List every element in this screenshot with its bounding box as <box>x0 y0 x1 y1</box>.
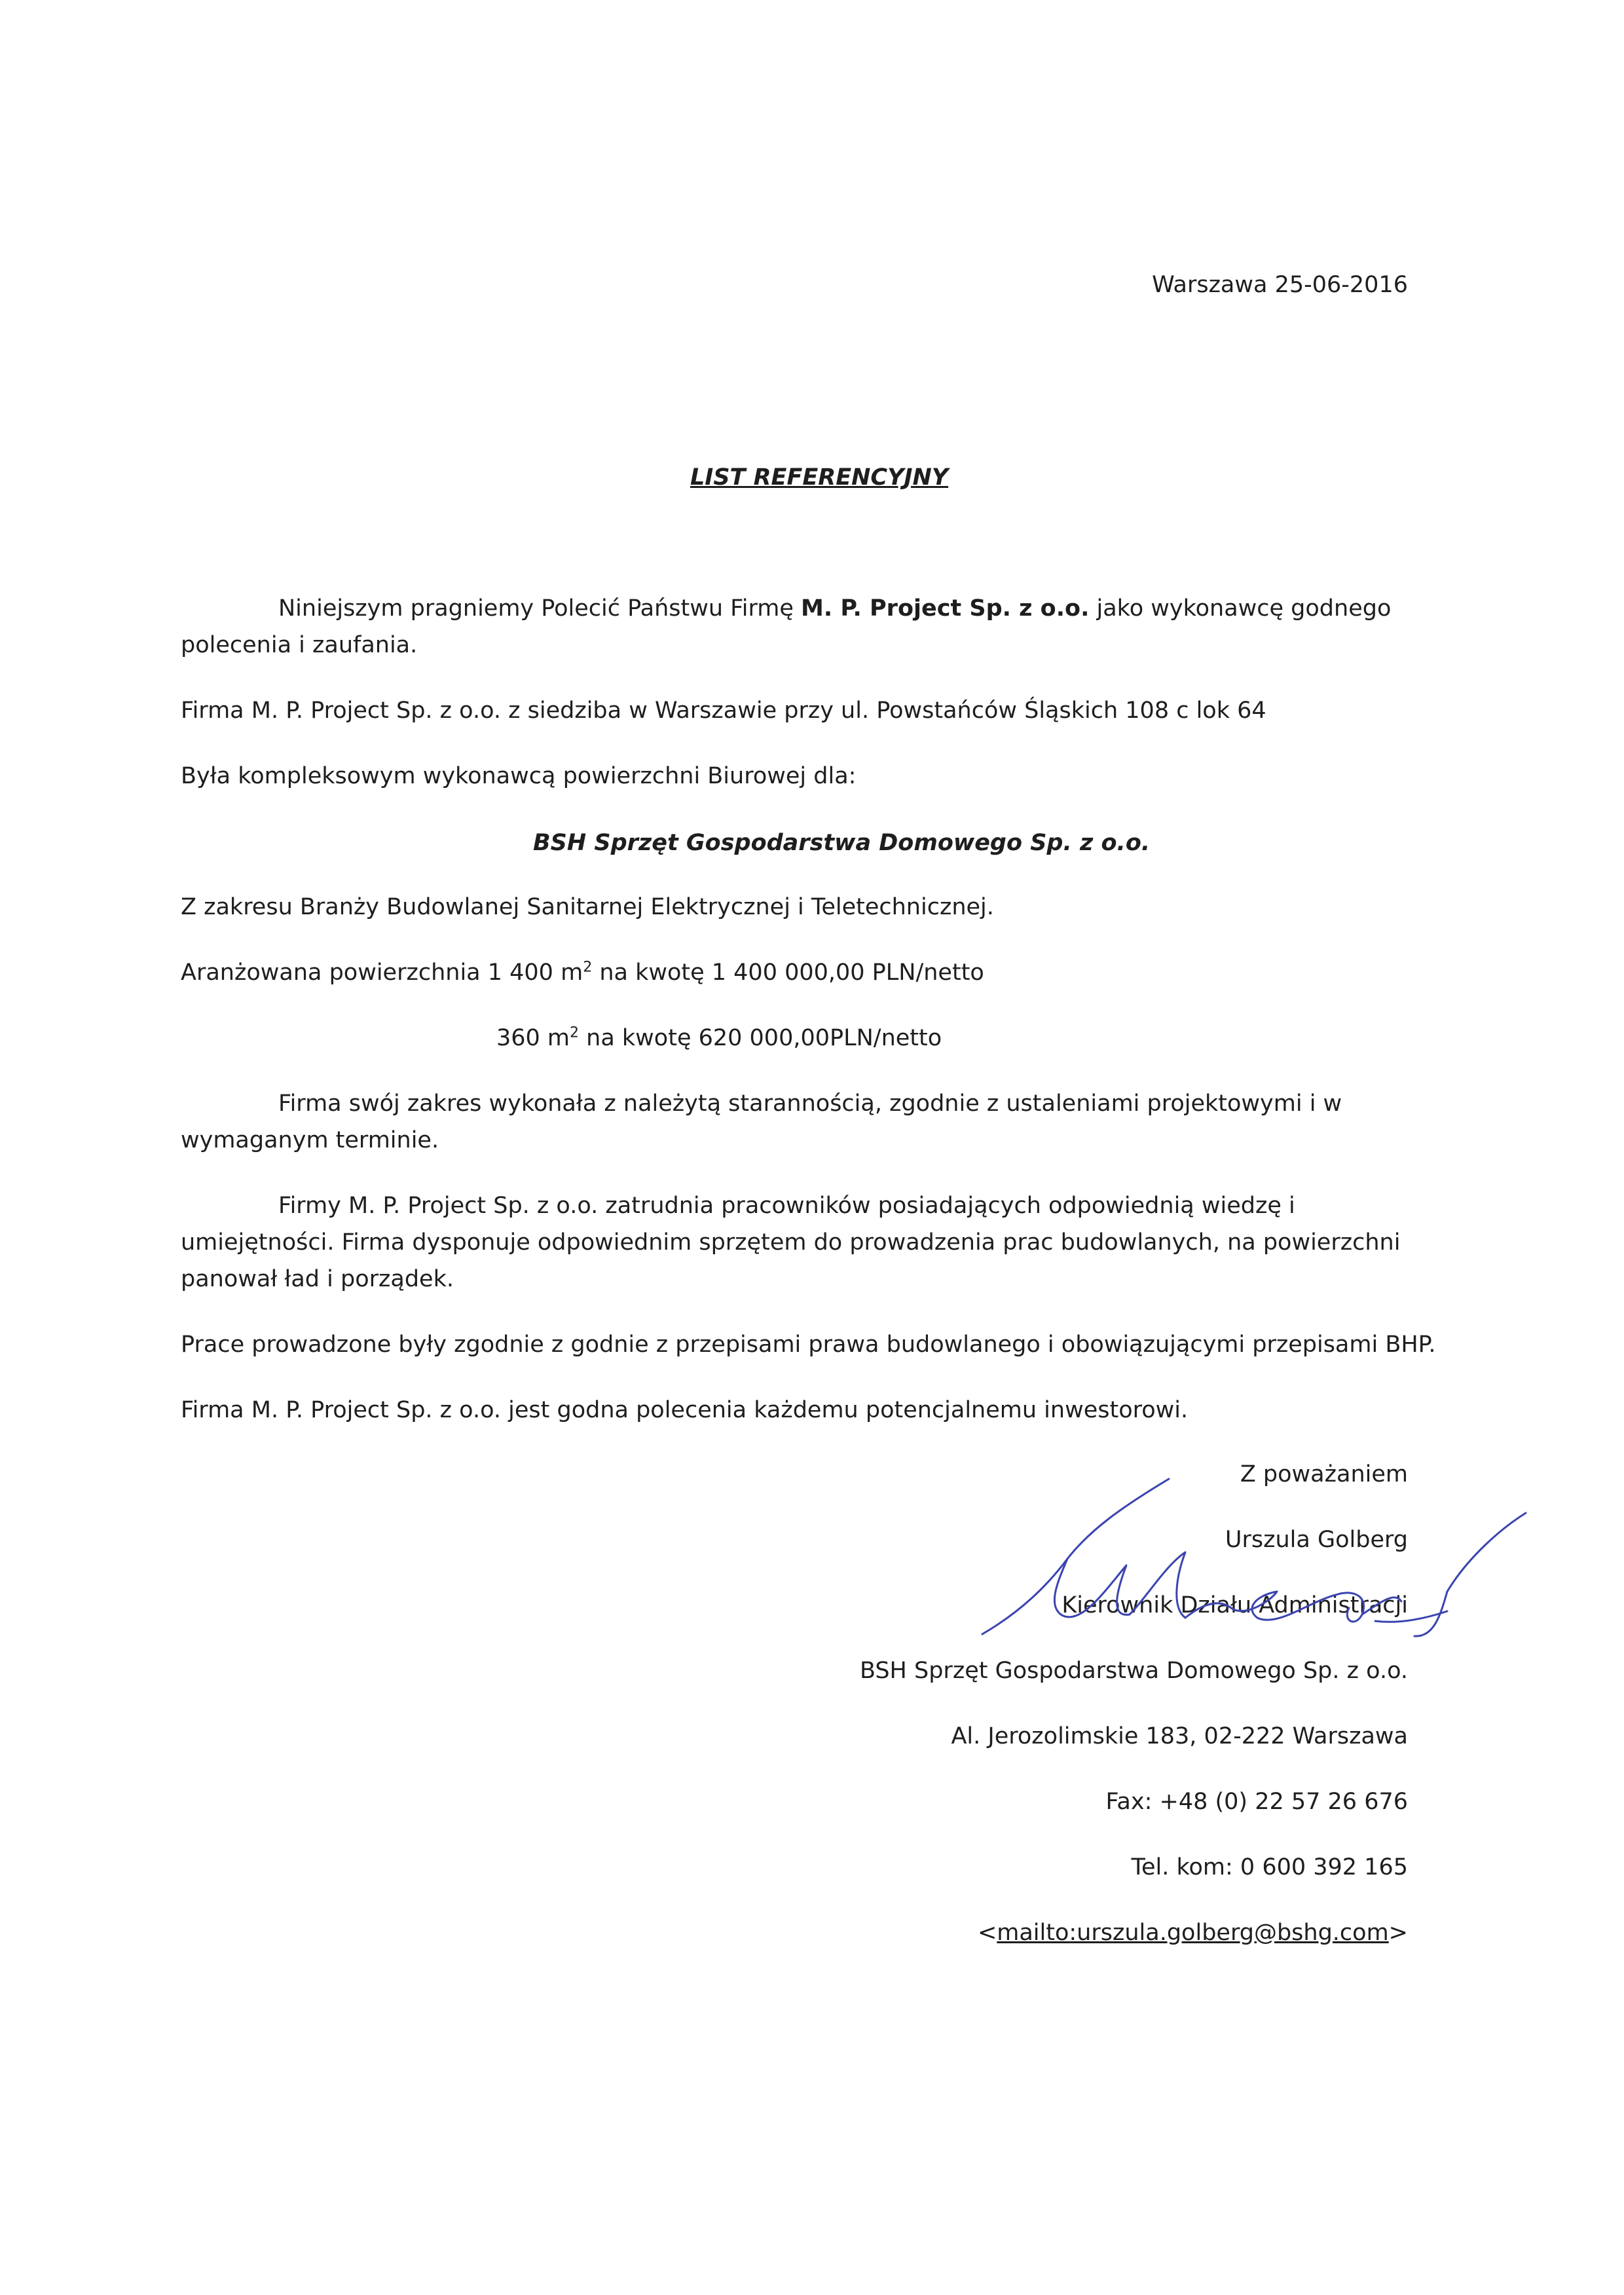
signatory-name: Urszula Golberg <box>1225 1527 1408 1553</box>
closing-regards: Z poważaniem <box>1240 1461 1408 1487</box>
email-close-bracket: > <box>1388 1920 1408 1946</box>
client-name: BSH Sprzęt Gospodarstwa Domowego Sp. z o.o. <box>533 830 1151 856</box>
paragraph-quality-line1: Firma swój zakres wykonała z należytą starannością, zgodnie z ustaleniami projektowymi i w <box>278 1091 1342 1117</box>
area-line-1 <box>181 954 984 992</box>
area-line-1-sup: 2 <box>583 959 593 976</box>
area-line-2-amount: na kwotę 620 000,00PLN/netto <box>579 1025 942 1051</box>
paragraph-contractor: Była kompleksowym wykonawcą powierzchni Biurowej dla: <box>181 763 857 789</box>
email-open-bracket: < <box>977 1920 997 1946</box>
area-line-2 <box>496 1019 942 1057</box>
area-line-2-text: 360 m <box>496 1025 570 1051</box>
handwritten-signature <box>969 1467 1532 1664</box>
paragraph-staff-line3: panował ład i porządek. <box>181 1266 454 1292</box>
area-line-2-sup: 2 <box>570 1024 580 1041</box>
paragraph-compliance: Prace prowadzone były zgodnie z godnie z przepisami prawa budowlanego i obowiązującymi przepisami BHP. <box>181 1332 1436 1358</box>
paragraph-scope: Z zakresu Branży Budowlanej Sanitarnej Elektrycznej i Teletechnicznej. <box>181 894 994 920</box>
company-name-bold: M. P. Project Sp. z o.o. <box>801 595 1090 622</box>
email-link[interactable]: mailto:urszula.golberg@bshg.com <box>997 1920 1389 1946</box>
paragraph-conclusion: Firma M. P. Project Sp. z o.o. jest godna polecenia każdemu potencjalnemu inwestorowi. <box>181 1397 1189 1423</box>
letter-date: Warszawa 25-06-2016 <box>1152 272 1408 298</box>
paragraph-recommendation-part2: jako wykonawcę godnego <box>1089 595 1392 622</box>
paragraph-company-address: Firma M. P. Project Sp. z o.o. z siedziba w Warszawie przy ul. Powstańców Śląskich 108 c lok 64 <box>181 698 1266 724</box>
signatory-fax: Fax: +48 (0) 22 57 26 676 <box>1105 1789 1408 1815</box>
paragraph-recommendation-part1: Niniejszym pragniemy Polecić Państwu Firmę <box>278 595 802 622</box>
paragraph-recommendation-line2: polecenia i zaufania. <box>181 632 418 658</box>
paragraph-staff-line2: umiejętności. Firma dysponuje odpowiednim sprzętem do prowadzenia prac budowlanych, na powierzchni <box>181 1229 1401 1256</box>
signatory-position: Kierownik Działu Administracji <box>1061 1592 1408 1618</box>
area-line-1-amount: na kwotę 1 400 000,00 PLN/netto <box>592 960 984 986</box>
signatory-phone: Tel. kom: 0 600 392 165 <box>1131 1854 1408 1880</box>
letter-title: LIST REFERENCYJNY <box>690 464 949 491</box>
signatory-address: Al. Jerozolimskie 183, 02-222 Warszawa <box>951 1723 1408 1749</box>
area-line-1-text: Aranżowana powierzchnia 1 400 m <box>181 960 583 986</box>
paragraph-recommendation <box>278 589 1391 627</box>
signatory-email-line <box>978 1914 1408 1952</box>
paragraph-staff-line1: Firmy M. P. Project Sp. z o.o. zatrudnia pracowników posiadających odpowiednią wiedzę i <box>278 1193 1295 1219</box>
paragraph-quality-line2: wymaganym terminie. <box>181 1127 439 1153</box>
signatory-company: BSH Sprzęt Gospodarstwa Domowego Sp. z o.o. <box>859 1658 1408 1684</box>
